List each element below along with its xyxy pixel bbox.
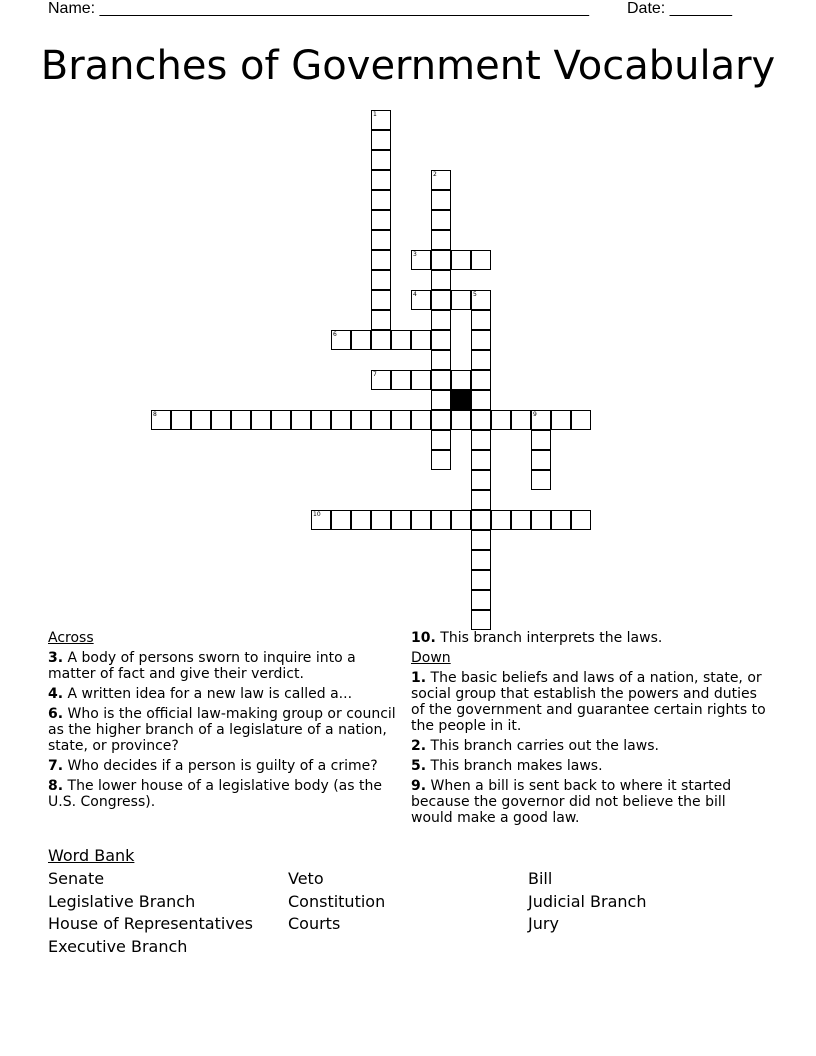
clue-across-6 xyxy=(48,706,400,754)
grid-cell[interactable] xyxy=(471,570,491,590)
clue-across-10 xyxy=(411,630,771,646)
grid-cell[interactable] xyxy=(531,430,551,450)
word-bank-item: Executive Branch xyxy=(48,937,188,956)
clue-text: This branch makes laws. xyxy=(430,758,603,774)
grid-cell[interactable] xyxy=(451,250,471,270)
grid-cell[interactable] xyxy=(531,470,551,490)
grid-cell[interactable] xyxy=(371,210,391,230)
grid-cell[interactable] xyxy=(411,510,431,530)
grid-cell[interactable] xyxy=(371,510,391,530)
grid-number: 2 xyxy=(433,171,437,178)
grid-number: 1 xyxy=(373,111,377,118)
grid-cell[interactable] xyxy=(351,410,371,430)
grid-cell[interactable] xyxy=(451,510,471,530)
grid-cell[interactable] xyxy=(471,470,491,490)
clue-across-8 xyxy=(48,778,400,810)
grid-cell[interactable] xyxy=(531,510,551,530)
grid-cell[interactable] xyxy=(371,410,391,430)
grid-cell[interactable] xyxy=(431,330,451,350)
grid-cell[interactable] xyxy=(351,330,371,350)
header xyxy=(48,0,768,22)
grid-cell[interactable] xyxy=(451,370,471,390)
grid-cell[interactable] xyxy=(391,510,411,530)
clue-across-3 xyxy=(48,650,400,682)
grid-cell[interactable] xyxy=(371,330,391,350)
clue-text: Who is the official law-making group or council as the higher branch of a legislature of a nation, state, or province? xyxy=(48,706,396,754)
grid-cell[interactable] xyxy=(371,230,391,250)
grid-cell[interactable] xyxy=(251,410,271,430)
clue-text: A written idea for a new law is called a... xyxy=(67,686,353,702)
clue-number: 10. xyxy=(411,630,436,646)
clue-number: 7. xyxy=(48,758,64,774)
grid-cell[interactable] xyxy=(471,350,491,370)
word-bank-heading: Word Bank xyxy=(48,846,135,865)
grid-cell[interactable] xyxy=(511,410,531,430)
clue-number: 6. xyxy=(48,706,64,722)
clue-text: This branch interprets the laws. xyxy=(440,630,663,646)
name-field[interactable]: Name: _______________________________________________________ xyxy=(48,0,589,17)
grid-cell[interactable] xyxy=(571,410,591,430)
grid-cell[interactable] xyxy=(431,270,451,290)
grid-cell[interactable] xyxy=(471,590,491,610)
grid-cell[interactable] xyxy=(511,510,531,530)
page-title: Branches of Government Vocabulary xyxy=(40,43,776,89)
grid-cell[interactable] xyxy=(371,310,391,330)
grid-cell[interactable] xyxy=(431,190,451,210)
grid-cell[interactable] xyxy=(471,370,491,390)
grid-cell[interactable] xyxy=(431,230,451,250)
down-heading: Down xyxy=(411,650,451,666)
grid-cell[interactable] xyxy=(431,290,451,310)
grid-number: 4 xyxy=(413,291,417,298)
grid-number: 3 xyxy=(413,251,417,258)
grid-cell[interactable] xyxy=(571,510,591,530)
clue-number: 5. xyxy=(411,758,427,774)
word-bank-item: Bill xyxy=(528,869,553,888)
clue-text: This branch carries out the laws. xyxy=(430,738,659,754)
grid-cell[interactable] xyxy=(431,350,451,370)
grid-cell[interactable] xyxy=(551,510,571,530)
grid-number: 9 xyxy=(533,411,537,418)
grid-cell[interactable] xyxy=(291,410,311,430)
grid-cell[interactable] xyxy=(271,410,291,430)
grid-cell[interactable] xyxy=(371,130,391,150)
grid-cell[interactable] xyxy=(371,270,391,290)
word-bank-item: Senate xyxy=(48,869,105,888)
grid-cell[interactable] xyxy=(391,370,411,390)
grid-cell[interactable] xyxy=(431,310,451,330)
grid-cell[interactable] xyxy=(471,510,491,530)
date-field[interactable]: Date: _______ xyxy=(627,0,732,17)
grid-cell[interactable] xyxy=(431,210,451,230)
grid-cell[interactable] xyxy=(331,410,351,430)
grid-number: 8 xyxy=(153,411,157,418)
clue-across-7 xyxy=(48,758,400,774)
grid-cell[interactable] xyxy=(371,170,391,190)
black-square xyxy=(451,390,471,410)
grid-cell[interactable] xyxy=(471,610,491,630)
clue-down-1 xyxy=(411,670,771,734)
grid-cell[interactable] xyxy=(191,410,211,430)
grid-cell[interactable] xyxy=(391,330,411,350)
grid-cell[interactable] xyxy=(371,290,391,310)
clue-text: Who decides if a person is guilty of a crime? xyxy=(67,758,378,774)
grid-cell[interactable] xyxy=(431,390,451,410)
clue-text: When a bill is sent back to where it started because the governor did not believe the bill would make a good law. xyxy=(411,778,732,826)
grid-cell[interactable] xyxy=(471,490,491,510)
grid-cell[interactable] xyxy=(451,290,471,310)
grid-cell[interactable] xyxy=(471,550,491,570)
grid-cell[interactable] xyxy=(411,370,431,390)
grid-number: 7 xyxy=(373,371,377,378)
grid-cell[interactable] xyxy=(471,430,491,450)
grid-cell[interactable] xyxy=(171,410,191,430)
grid-cell[interactable] xyxy=(211,410,231,430)
clue-text: The basic beliefs and laws of a nation, state, or social group that establish the powers and duties of the government and guarantee certain rights to the people in it. xyxy=(411,670,766,734)
grid-cell[interactable] xyxy=(431,370,451,390)
clue-number: 9. xyxy=(411,778,427,794)
clue-text: The lower house of a legislative body (as the U.S. Congress). xyxy=(48,778,382,810)
word-bank-item: Constitution xyxy=(288,892,386,911)
grid-cell[interactable] xyxy=(411,410,431,430)
across-clues xyxy=(48,630,400,814)
clue-text: A body of persons sworn to inquire into a matter of fact and give their verdict. xyxy=(48,650,356,682)
down-clues xyxy=(411,630,771,830)
grid-cell[interactable] xyxy=(431,510,451,530)
across-heading: Across xyxy=(48,630,94,646)
grid-cell[interactable] xyxy=(531,450,551,470)
grid-cell[interactable] xyxy=(231,410,251,430)
grid-cell[interactable] xyxy=(431,430,451,450)
grid-cell[interactable] xyxy=(411,330,431,350)
grid-cell[interactable] xyxy=(451,410,471,430)
grid-cell[interactable] xyxy=(371,250,391,270)
grid-cell[interactable] xyxy=(491,410,511,430)
grid-number: 6 xyxy=(333,331,337,338)
clue-number: 1. xyxy=(411,670,427,686)
grid-cell[interactable] xyxy=(471,310,491,330)
grid-number: 5 xyxy=(473,291,477,298)
grid-cell[interactable] xyxy=(471,410,491,430)
word-bank-item: House of Representatives xyxy=(48,914,253,933)
grid-cell[interactable] xyxy=(431,450,451,470)
grid-cell[interactable] xyxy=(431,250,451,270)
clue-number: 3. xyxy=(48,650,64,666)
grid-cell[interactable] xyxy=(471,450,491,470)
clue-number: 2. xyxy=(411,738,427,754)
grid-cell[interactable] xyxy=(351,510,371,530)
clue-down-9 xyxy=(411,778,771,826)
clue-down-5 xyxy=(411,758,771,774)
word-bank-item: Legislative Branch xyxy=(48,892,196,911)
clue-down-2 xyxy=(411,738,771,754)
clue-number: 8. xyxy=(48,778,64,794)
grid-cell[interactable] xyxy=(371,190,391,210)
grid-cell[interactable] xyxy=(391,410,411,430)
grid-cell[interactable] xyxy=(471,330,491,350)
grid-cell[interactable] xyxy=(431,410,451,430)
grid-cell[interactable] xyxy=(471,250,491,270)
clue-across-4 xyxy=(48,686,400,702)
grid-number: 10 xyxy=(313,511,321,518)
grid-cell[interactable] xyxy=(471,390,491,410)
word-bank-item: Courts xyxy=(288,914,341,933)
clue-number: 4. xyxy=(48,686,64,702)
word-bank-item: Jury xyxy=(528,914,559,933)
grid-cell[interactable] xyxy=(491,510,511,530)
grid-cell[interactable] xyxy=(551,410,571,430)
grid-cell[interactable] xyxy=(371,150,391,170)
grid-cell[interactable] xyxy=(331,510,351,530)
grid-cell[interactable] xyxy=(311,410,331,430)
word-bank-item: Judicial Branch xyxy=(528,892,647,911)
grid-cell[interactable] xyxy=(471,530,491,550)
word-bank-item: Veto xyxy=(288,869,324,888)
